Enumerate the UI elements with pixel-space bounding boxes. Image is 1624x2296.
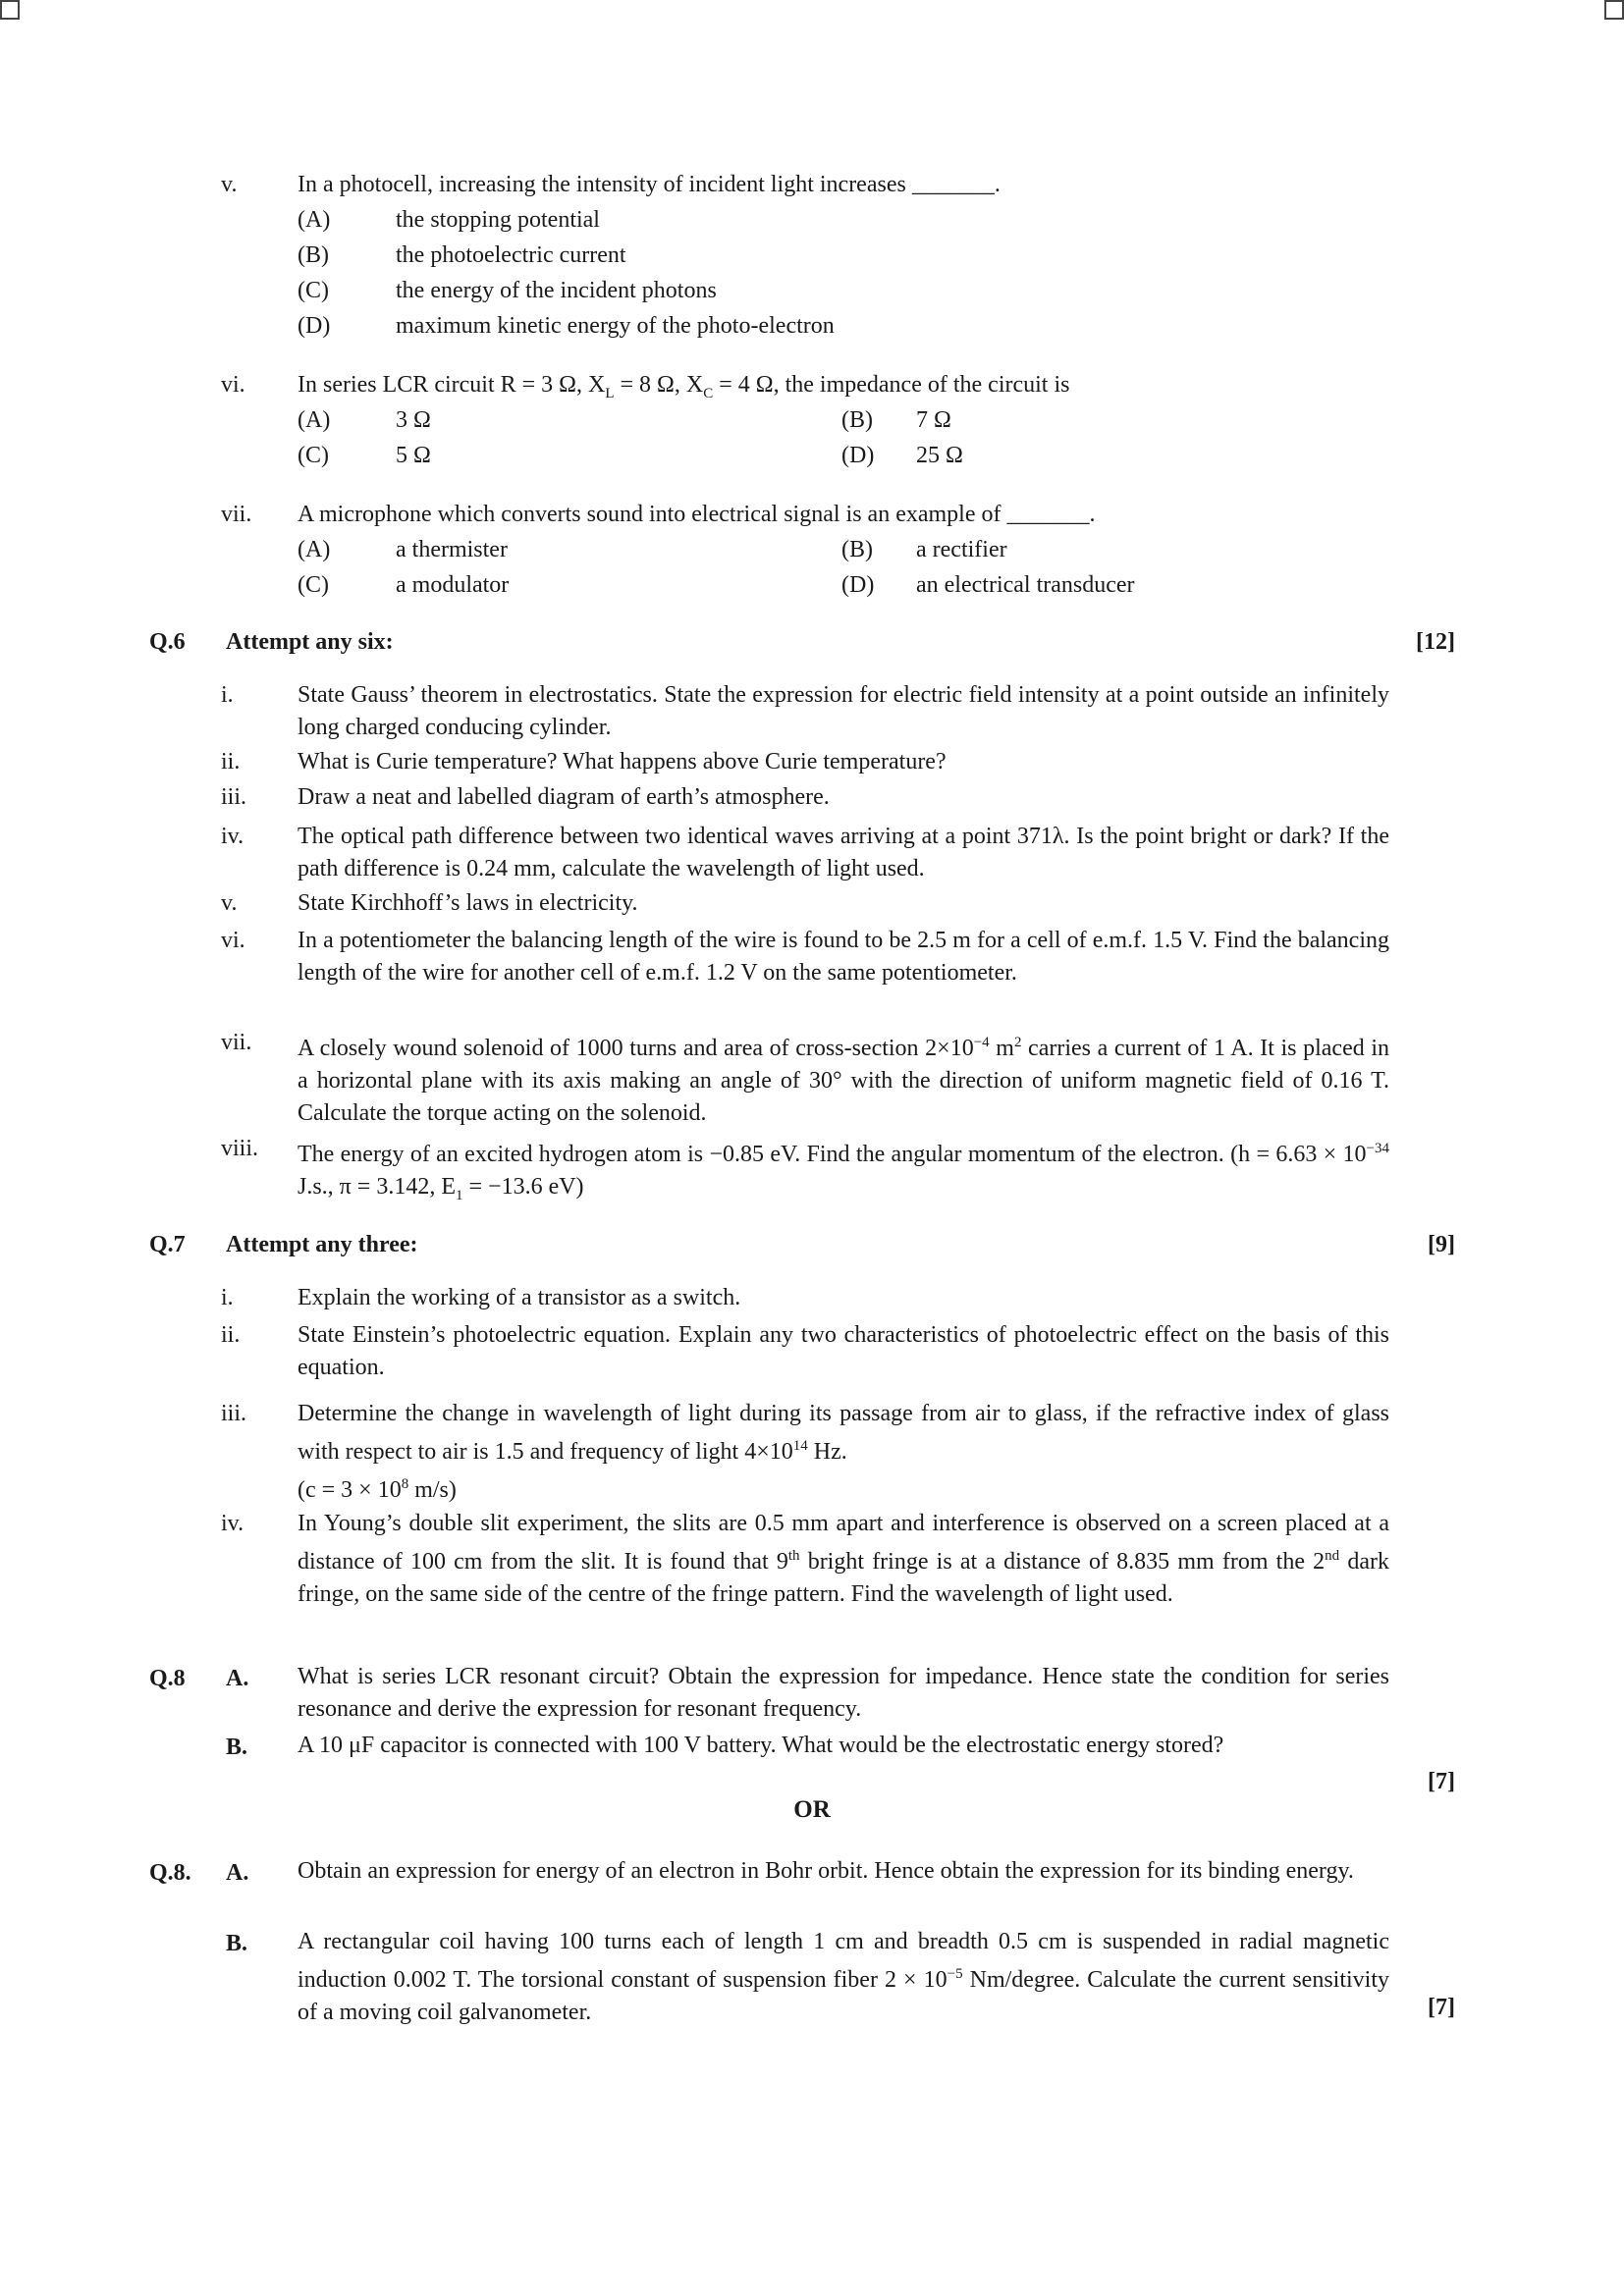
option-label: (C) bbox=[298, 572, 329, 598]
option-text: a rectifier bbox=[916, 537, 1007, 562]
marks-label: [7] bbox=[1428, 1769, 1455, 1794]
question-number: v. bbox=[221, 172, 238, 197]
corner-marker-right bbox=[1604, 0, 1624, 20]
option-text: maximum kinetic energy of the photo-electron bbox=[396, 313, 835, 339]
option-text: the energy of the incident photons bbox=[396, 278, 717, 303]
or-separator: OR bbox=[793, 1796, 831, 1823]
question-number: Q.8. bbox=[149, 1860, 191, 1886]
option-label: (C) bbox=[298, 443, 329, 468]
option-text: the photoelectric current bbox=[396, 242, 626, 268]
question-number: vii. bbox=[221, 502, 252, 527]
marks-label: [7] bbox=[1428, 1995, 1455, 2020]
marks-label: [12] bbox=[1416, 629, 1455, 655]
mcq-question-vii bbox=[221, 497, 1399, 603]
q8-part-b-label: B. bbox=[226, 1735, 248, 1760]
question-stem: In a photocell, increasing the intensity of incident light increases _______. bbox=[298, 172, 1001, 197]
option-text: an electrical transducer bbox=[916, 572, 1135, 598]
option-label: (B) bbox=[841, 407, 873, 433]
part-label: A. bbox=[226, 1666, 249, 1691]
option-label: (C) bbox=[298, 278, 329, 303]
part-label: A. bbox=[226, 1860, 249, 1886]
option-text: 3 Ω bbox=[396, 407, 431, 433]
option-label: (A) bbox=[298, 407, 331, 433]
option-label: (D) bbox=[298, 313, 331, 339]
option-label: (B) bbox=[841, 537, 873, 562]
question-number: Q.8 bbox=[149, 1666, 186, 1691]
question-stem: A microphone which converts sound into electrical signal is an example of _______. bbox=[298, 502, 1096, 527]
option-label: (B) bbox=[298, 242, 329, 268]
option-text: a thermister bbox=[396, 537, 508, 562]
option-label: (A) bbox=[298, 207, 331, 233]
question-7-header bbox=[149, 1227, 1455, 1262]
question-number: vi. bbox=[221, 372, 245, 398]
question-number: Q.7 bbox=[149, 1232, 186, 1257]
marks-label: [9] bbox=[1428, 1232, 1455, 1257]
question-number: Q.6 bbox=[149, 629, 186, 655]
option-text: a modulator bbox=[396, 572, 510, 598]
mcq-question-vi bbox=[221, 367, 1399, 473]
corner-marker-left bbox=[0, 0, 20, 20]
option-label: (A) bbox=[298, 537, 331, 562]
question-instruction: Attempt any six: bbox=[226, 629, 394, 655]
option-label: (D) bbox=[841, 572, 875, 598]
mcq-question-v bbox=[221, 167, 1399, 344]
option-label: (D) bbox=[841, 443, 875, 468]
option-text: 7 Ω bbox=[916, 407, 951, 433]
question-instruction: Attempt any three: bbox=[226, 1232, 418, 1257]
option-text: the stopping potential bbox=[396, 207, 600, 233]
option-text: 5 Ω bbox=[396, 443, 431, 468]
question-stem: In series LCR circuit R = 3 Ω, $X_L = 8$ Ω, $X_C = 4$ Ω, the impedance of the circuit is bbox=[298, 372, 1070, 401]
q8-alt-part-b-label: B. bbox=[226, 1931, 248, 1956]
option-text: 25 Ω bbox=[916, 443, 963, 468]
question-6-header bbox=[149, 624, 1455, 660]
